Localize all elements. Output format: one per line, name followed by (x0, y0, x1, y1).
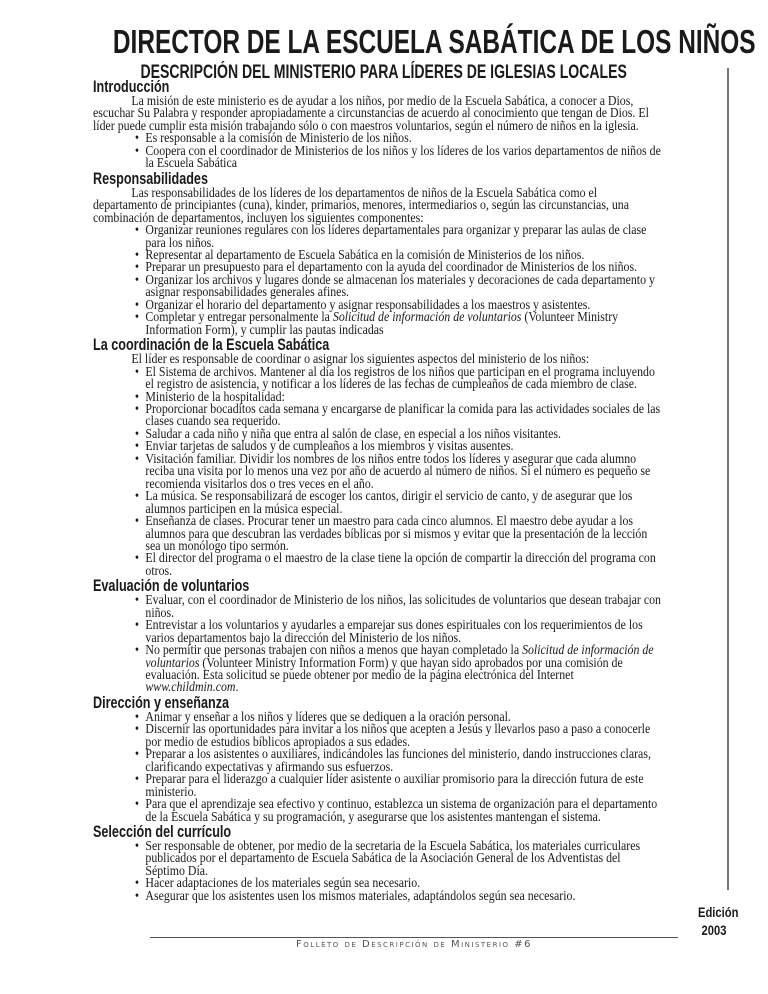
footer-divider (150, 937, 678, 938)
list-item: • Proporcionar bocaditos cada semana y encargarse de planificar la comida para las actividades sociales de las clases cuando sea requerido. (131, 403, 662, 428)
footer-text: Folleto de Descripción de Ministerio #6 (296, 939, 532, 950)
section-evaluation (93, 577, 662, 694)
paragraph: La misión de este ministerio es de ayudar a los niños, por medio de la Escuela Sabática, a conocer a Dios, escuchar Su Palabra y responder apropiadamente a circunstancias de acuerdo al conocimiento que tengan de Dios. El líder puede cumplir esta misión trabajando sólo o con maestros voluntarios, según el número de niños en la iglesia. (93, 93, 649, 133)
list-item: • Evaluar, con el coordinador de Ministerio de los niños, las solicitudes de voluntarios que desean trabajar con niños. (131, 594, 662, 619)
list-item: • Para que el aprendizaje sea efectivo y continuo, establezca un sistema de organización para el departamento de la Escuela Sabática y su programación, y asegurarse que los asistentes mantengan el sistema. (131, 798, 662, 823)
list-item: • Ministerio de la hospitalidad: (131, 391, 662, 403)
list-item: • Entrevistar a los voluntarios y ayudarles a emparejar sus dones espirituales con los requerimientos de los varios departamentos bajo la dirección del Ministerio de los niños. (131, 619, 662, 644)
website-link[interactable]: www.childmin.com (145, 679, 236, 695)
bullet-list (93, 708, 662, 824)
section-heading: Evaluación de voluntarios (93, 576, 250, 596)
text: . (235, 679, 239, 695)
list-item: • Discernir las oportunidades para invitar a los niños que acepten a Jesús y llevarlos paso a paso a conocerle por medio de estudios bíblicos apropiados a sus edades. (131, 723, 662, 748)
bullet-list (93, 363, 662, 578)
form-title: Solicitud de información de voluntarios (145, 642, 654, 670)
section-responsibilities (93, 170, 662, 336)
list-item: • Es responsable a la comisión de Ministerio de los niños. (131, 132, 662, 144)
edition-label (694, 903, 739, 939)
list-item (131, 644, 662, 694)
document-body (93, 78, 662, 902)
section-heading: La coordinación de la Escuela Sabática (93, 335, 330, 355)
section-heading: Selección del currículo (93, 822, 232, 842)
list-item: • La música. Se responsabilizará de escoger los cantos, dirigir el servicio de canto, y de asegurar que los alumnos participen en la música especial. (131, 490, 662, 515)
list-item: • El Sistema de archivos. Mantener al día los registros de los niños que participan en el programa incluyendo el registro de asistencia, y notificar a los líderes de las fechas de cumpleaños de cada miembro de clase. (131, 366, 662, 391)
list-item: • Enviar tarjetas de saludos y de cumpleaños a los miembros y visitas ausentes. (131, 440, 662, 452)
list-item: • El director del programa o el maestro de la clase tiene la opción de compartir la dirección del programa con otros. (131, 552, 662, 577)
paragraph: El líder es responsable de coordinar o asignar los siguientes aspectos del ministerio de los niños: (131, 351, 590, 367)
bullet-list (93, 594, 662, 694)
list-item: • Asegurar que los asistentes usen los mismos materiales, adaptándolos según sea necesario. (131, 890, 662, 902)
text: (Volunteer Ministry Information Form) y que hayan sido aprobados por una comisión de evaluación. Esta solicitud se puede obtener por medio de la página electrónica del Internet (145, 654, 623, 683)
document-title: DIRECTOR DE LA ESCUELA SABÁTICA DE LOS NIÑOS (112, 23, 756, 60)
edition-text: Edición (698, 904, 739, 920)
section-coordination (93, 336, 662, 577)
list-item: • Saludar a cada niño y niña que entra al salón de clase, en especial a los niños visitantes. (131, 428, 662, 440)
text: Completar y entregar personalmente la (145, 309, 333, 325)
section-introduction (93, 78, 662, 170)
section-heading: Responsabilidades (93, 168, 208, 188)
bullet-list (93, 840, 662, 902)
list-item: • Animar y enseñar a los niños y líderes que se dediquen a la oración personal. (131, 711, 662, 723)
list-item: • Visitación familiar. Dividir los nombres de los niños entre todos los líderes y asegurar que cada alumno reciba una visita por lo menos una vez por año de acuerdo al número de niños. Si el número es pequeño se recomienda visitarlos dos o tres veces en el año. (131, 453, 662, 490)
section-direction (93, 694, 662, 823)
list-item: • Coopera con el coordinador de Ministerios de los niños y los líderes de los varios departamentos de niños de la Escuela Sabática (131, 145, 662, 170)
bullet-list (93, 132, 662, 169)
list-item: • Preparar a los asistentes o auxiliares, indicándoles las funciones del ministerio, dando instrucciones claras, clarificando expectativas y afirmando sus esfuerzos. (131, 748, 662, 773)
paragraph: Las responsabilidades de los líderes de los departamentos de niños de la Escuela Sabática como el departamento de principiantes (cuna), kinder, primarios, menores, intermediarios o, según las circunstancias, una combinación de departamentos, incluyen los siguientes componentes: (93, 184, 630, 225)
edition-year: 2003 (701, 922, 727, 938)
list-item: • Enseñanza de clases. Procurar tener un maestro para cada cinco alumnos. El maestro debe ayudar a los alumnos para que descubran las verdades bíblicas por si mismos y evitar que la presentación de la lección sea un monólogo tipo sermón. (131, 515, 662, 552)
text: (Volunteer Ministry Information Form), y cumplir las pautas indicadas (145, 309, 619, 337)
text: No permitir que personas trabajen con niños a menos que hayan completado la (145, 642, 523, 658)
list-item: • Representar al departamento de Escuela Sabática en la comisión de Ministerios de los niños. (131, 249, 662, 261)
list-item: • Preparar para el liderazgo a cualquier líder asistente o auxiliar promisorio para la dirección futura de este ministerio. (131, 773, 662, 798)
list-item (131, 311, 662, 336)
form-title: Solicitud de información de voluntarios (332, 309, 522, 325)
bullet-list (93, 224, 662, 336)
list-item: • Organizar reuniones regulares con los líderes departamentales para organizar y preparar las aulas de clase para los niños. (131, 224, 662, 249)
list-item: • Organizar los archivos y lugares donde se almacenan los materiales y decoraciones de cada departamento y asignar responsabilidades generales afines. (131, 274, 662, 299)
vertical-divider (727, 68, 729, 890)
list-item: • Ser responsable de obtener, por medio de la secretaria de la Escuela Sabática, los materiales curriculares publicados por el departamento de Escuela Sabática de la Asociación General de los Adventistas del Séptimo Día. (131, 840, 662, 877)
section-heading: Dirección y enseñanza (93, 692, 230, 712)
list-item: • Organizar el horario del departamento y asignar responsabilidades a los maestros y asistentes. (131, 299, 662, 311)
list-item: • Hacer adaptaciones de los materiales según sea necesario. (131, 877, 662, 889)
section-heading: Introducción (93, 77, 170, 96)
section-curriculum (93, 823, 662, 902)
document-subtitle: DESCRIPCIÓN DEL MINISTERIO PARA LÍDERES DE IGLESIAS LOCALES (140, 62, 628, 83)
list-item: • Preparar un presupuesto para el departamento con la ayuda del coordinador de Ministerios de los niños. (131, 261, 662, 273)
